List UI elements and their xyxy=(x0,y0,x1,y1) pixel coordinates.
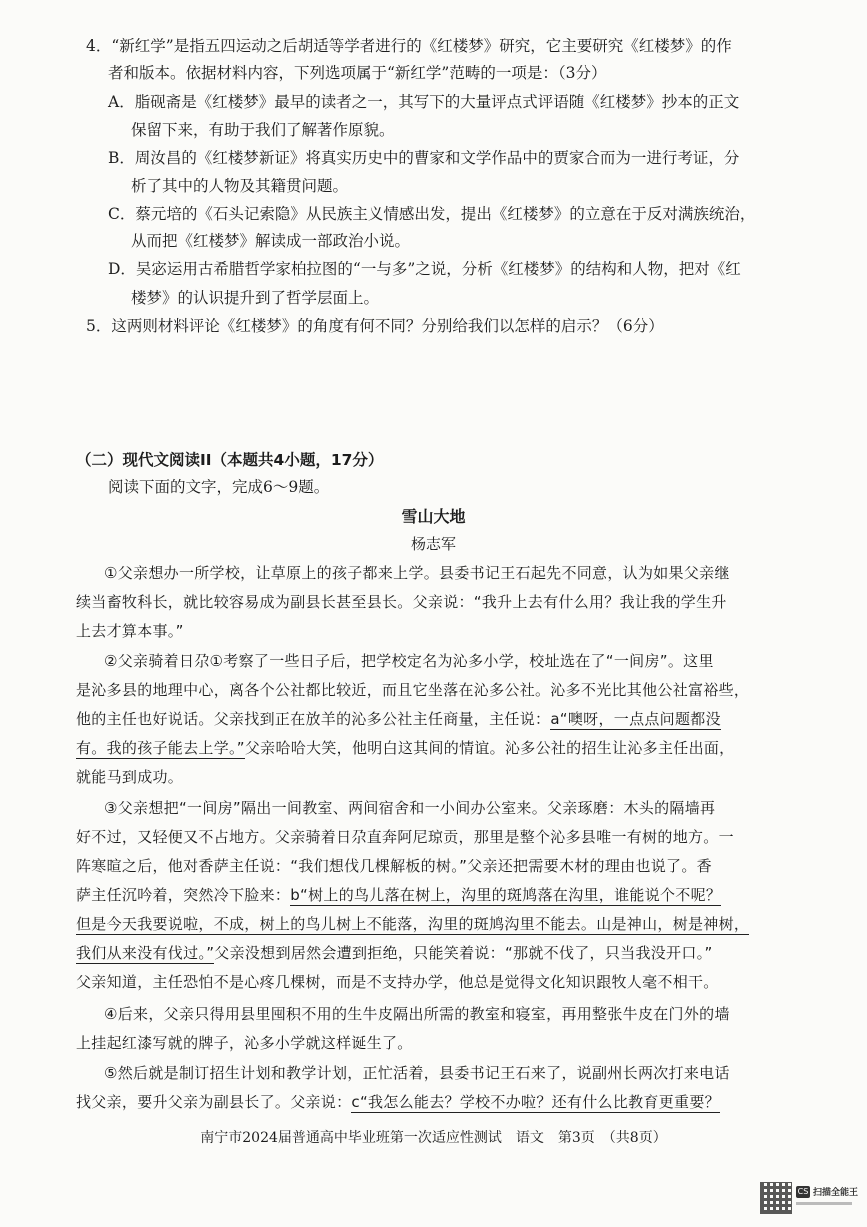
p5-line-1: ⑤然后就是制订招生计划和教学计划，正忙活着，县委书记王石来了，说副州长两次打来电话 xyxy=(104,1064,730,1082)
underline-b-end: 我们从来没有伐过。” xyxy=(76,944,215,962)
passage-author: 杨志军 xyxy=(410,535,456,553)
option-c-line-1: C．蔡元培的《石头记索隐》从民族主义情感出发，提出《红楼梦》的立意在于反对满族统治， xyxy=(108,205,756,223)
question-4-line-1: 4．“新红学”是指五四运动之后胡适等学者进行的《红楼梦》研究，它主要研究《红楼梦》的作 xyxy=(86,37,732,55)
p3-line-1: ③父亲想把“一间房”隔出一间教室、两间宿舍和一小间办公室来。父亲琢磨：木头的隔墙再 xyxy=(104,799,716,817)
p2-line-3-text: 他的主任也好说话。父亲找到正在放羊的沁多公社主任商量，主任说： xyxy=(76,710,551,728)
p2-line-4-text: 父亲哈哈大笑，他明白这其间的情谊。沁多公社的招生让沁多主任出面， xyxy=(244,739,735,757)
p2-line-3 xyxy=(76,709,721,729)
option-d-line-2: 楼梦》的认识提升到了哲学层面上。 xyxy=(131,289,380,307)
watermark-text: 扫描全能王 xyxy=(813,1188,859,1198)
underline-b-start: b“树上的鸟儿落在树上，沟里的斑鸠落在沟里，谁能说个不呢？ xyxy=(290,886,722,904)
page-footer: 南宁市2024届普通高中毕业班第一次适应性测试 语文 第3页 （共8页） xyxy=(200,1130,667,1146)
section-heading: （二）现代文阅读II（本题共4小题，17分） xyxy=(76,451,384,469)
p5-line-2 xyxy=(76,1092,720,1112)
option-d-line-1: D．吴宓运用古希腊哲学家柏拉图的“一与多”之说，分析《红楼梦》的结构和人物，把对《红 xyxy=(108,260,741,278)
option-b-line-2: 析了其中的人物及其籍贯问题。 xyxy=(131,177,349,195)
p1-line-1: ①父亲想办一所学校，让草原上的孩子都来上学。县委书记王石起先不同意，认为如果父亲继 xyxy=(104,564,730,582)
underline-c-start: c“我怎么能去？学校不办啦？还有什么比教育更重要？ xyxy=(351,1093,720,1111)
p1-line-2: 续当畜牧科长，就比较容易成为副县长甚至县长。父亲说：“我升上去有什么用？我让我的学生升 xyxy=(76,593,727,611)
question-5: 5．这两则材料评论《红楼梦》的角度有何不同？分别给我们以怎样的启示？（6分） xyxy=(86,317,664,335)
p5-line-2-text: 找父亲，要升父亲为副县长了。父亲说： xyxy=(76,1093,352,1111)
p3-line-5 xyxy=(76,914,749,934)
qr-code-icon xyxy=(760,1182,792,1214)
scanner-watermark xyxy=(760,1180,860,1220)
watermark-subtext-bar xyxy=(796,1202,852,1205)
p3-line-6 xyxy=(76,943,713,963)
p3-line-7: 父亲知道，主任恐怕不是心疼几棵树，而是不支持办学，他总是觉得文化知识跟牧人毫不相干。 xyxy=(76,973,719,991)
p1-line-3: 上去才算本事。” xyxy=(76,622,184,640)
p3-line-6-text: 父亲没想到居然会遭到拒绝，只能笑着说：“那就不伐了，只当我没开口。” xyxy=(214,944,713,962)
underline-a-end: 有。我的孩子能去上学。” xyxy=(76,739,245,757)
p3-line-4 xyxy=(76,885,721,905)
question-4-line-2: 者和版本。依据材料内容，下列选项属于“新红学”范畴的一项是：（3分） xyxy=(108,64,607,82)
passage-title: 雪山大地 xyxy=(401,507,466,526)
section-instruction: 阅读下面的文字，完成6～9题。 xyxy=(108,478,330,496)
p3-line-3: 阵寒暄之后，他对香萨主任说：“我们想伐几棵解板的树。”父亲还把需要木材的理由也说了。香 xyxy=(76,857,712,875)
p2-line-4 xyxy=(76,738,734,758)
p4-line-1: ④后来，父亲只得用县里囤积不用的生牛皮隔出所需的教室和寝室，再用整张牛皮在门外的墙 xyxy=(104,1005,730,1023)
underline-a-start: a“噢呀，一点点问题都没 xyxy=(550,710,721,728)
scanner-logo-icon: CS xyxy=(797,1187,809,1196)
option-a-line-2: 保留下来，有助于我们了解著作原貌。 xyxy=(131,121,395,139)
p2-line-2: 是沁多县的地理中心，离各个公社都比较近，而且它坐落在沁多公社。沁多不光比其他公社富裕些， xyxy=(76,681,750,699)
p2-line-5: 就能马到成功。 xyxy=(76,768,184,786)
option-b-line-1: B．周汝昌的《红楼梦新证》将真实历史中的曹家和文学作品中的贾家合而为一进行考证，分 xyxy=(108,149,740,167)
p4-line-2: 上挂起红漆写就的牌子，沁多小学就这样诞生了。 xyxy=(76,1034,413,1052)
p3-line-4-text: 萨主任沉吟着，突然冷下脸来： xyxy=(76,886,291,904)
option-c-line-2: 从而把《红楼梦》解读成一部政治小说。 xyxy=(131,232,411,250)
p2-line-1: ②父亲骑着日尕①考察了一些日子后，把学校定名为沁多小学，校址选在了“一间房”。这里 xyxy=(104,652,714,670)
p3-line-2: 好不过，又轻便又不占地方。父亲骑着日尕直奔阿尼琼贡，那里是整个沁多县唯一有树的地方。一 xyxy=(76,828,734,846)
underline-b-middle: 但是今天我要说啦，不成，树上的鸟儿树上不能落，沟里的斑鸠沟里不能去。山是神山，树是神树， xyxy=(76,915,750,933)
option-a-line-1: A．脂砚斋是《红楼梦》最早的读者之一，其写下的大量评点式评语随《红楼梦》抄本的正文 xyxy=(108,93,740,111)
